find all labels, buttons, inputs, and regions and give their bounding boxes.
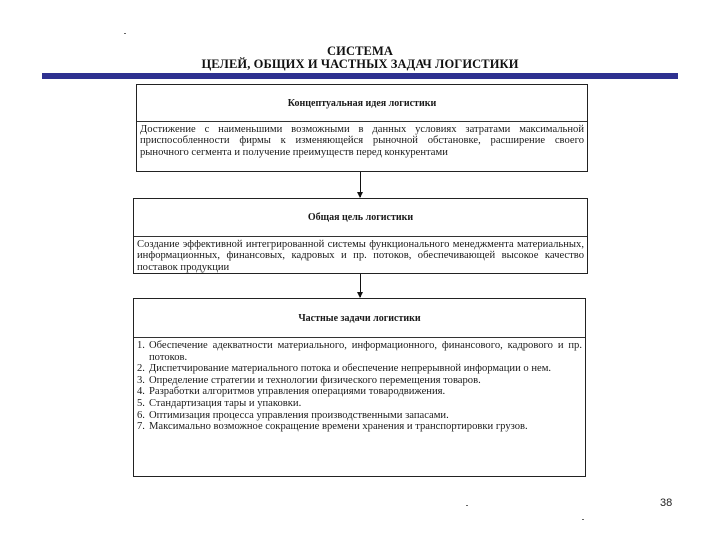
task-text: Обеспечение адекватности материального, информационного, финансового, кадрового и пр. потоков. [149, 340, 582, 363]
down-arrow-icon [360, 172, 361, 197]
concept-idea-text: Достижение с наименьшими возможными в данных условиях затратами максимальной приспособленности фирмы к изменяющейся рыночной обстановке, расширение своего рыночного сегмента и получение преимуществ перед конкурентами [140, 124, 584, 158]
task-number: 1. [137, 340, 145, 351]
particular-tasks-body [134, 338, 585, 476]
task-text: Стандартизация тары и упаковки. [149, 397, 302, 409]
task-number: 2. [137, 363, 145, 375]
task-number: 4. [137, 386, 145, 398]
task-item [137, 398, 582, 410]
down-arrow-icon [360, 274, 361, 297]
task-item [137, 386, 582, 398]
task-number: 5. [137, 397, 145, 409]
scan-speck [466, 505, 468, 506]
task-text: Максимально возможное сокращение времени хранения и транспортировки грузов. [149, 421, 528, 433]
task-item [137, 340, 582, 363]
page-number: 38 [660, 497, 673, 509]
task-number: 6. [137, 409, 145, 421]
general-goal-text: Создание эффективной интегрированной системы функционального менеджмента материальных, информационных, финансовых, кадровых и пр. потоков, обеспечивающей высокое качество поставок продукции [137, 239, 584, 273]
task-text: Диспетчирование материального потока и обеспечение непрерывной информации о нем. [149, 363, 552, 375]
task-item [137, 421, 582, 433]
slide-title-line2: ЦЕЛЕЙ, ОБЩИХ И ЧАСТНЫХ ЗАДАЧ ЛОГИСТИКИ [201, 57, 519, 71]
task-number: 3. [137, 374, 145, 386]
scan-speck [124, 33, 126, 34]
particular-tasks-box [133, 298, 586, 477]
task-item [137, 363, 582, 375]
concept-idea-heading: Концептуальная идея логистики [137, 85, 587, 122]
task-number: 7. [137, 421, 145, 433]
concept-idea-box [136, 84, 588, 172]
particular-tasks-heading: Частные задачи логистики [134, 299, 585, 338]
scan-speck [582, 519, 584, 520]
task-list [137, 340, 582, 433]
task-text: Разработки алгоритмов управления операциями товародвижения. [149, 386, 446, 398]
slide-title-line1: СИСТЕМА [327, 44, 393, 58]
task-item [137, 410, 582, 422]
task-item [137, 375, 582, 387]
general-goal-heading: Общая цель логистики [134, 199, 587, 237]
title-accent-bar [42, 73, 678, 79]
task-text: Определение стратегии и технологии физического перемещения товаров. [149, 374, 481, 386]
task-text: Оптимизация процесса управления производственными запасами. [149, 409, 449, 421]
general-goal-box [133, 198, 588, 274]
